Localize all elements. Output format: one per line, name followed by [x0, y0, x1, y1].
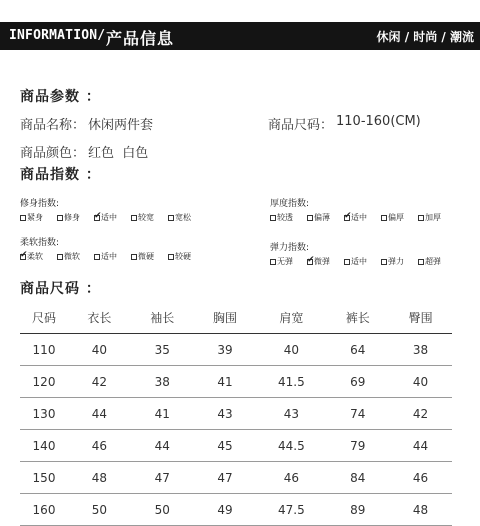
header-tags: 休闲 / 时尚 / 潮流: [376, 30, 474, 44]
index-option-label: 偏厚: [388, 213, 404, 222]
elasticity-index-options: [270, 256, 455, 267]
table-row: [20, 366, 452, 398]
table-cell: 46: [91, 438, 108, 453]
index-option: [307, 256, 344, 267]
table-cell: 84: [350, 470, 366, 485]
table-row: [20, 462, 452, 494]
header-title-en: INFORMATION/: [9, 28, 106, 43]
product-color-label: 商品颜色：: [20, 146, 86, 161]
checked-box-icon: [20, 254, 26, 260]
header-sleeve: 袖长: [150, 311, 175, 325]
fit-index-options: [20, 212, 205, 223]
size-chart-table: [20, 302, 452, 526]
header-pants-length: 裤长: [345, 311, 370, 325]
index-option-label: 弹力: [388, 257, 404, 266]
thickness-index-options: [270, 212, 455, 223]
checkbox-icon: [57, 215, 63, 221]
product-size-label: 商品尺码：: [268, 118, 334, 133]
table-cell: 64: [350, 342, 366, 357]
table-row: [20, 494, 452, 526]
index-option-label: 微弹: [314, 257, 330, 266]
index-option: [381, 212, 418, 223]
table-cell: 44: [91, 406, 108, 421]
index-option-label: 适中: [101, 252, 117, 261]
product-color-value: 红色 白色: [88, 146, 149, 161]
size-chart-title: 商品尺码 ：: [20, 281, 101, 297]
table-cell: 38: [412, 342, 429, 357]
table-cell: 35: [154, 342, 170, 357]
table-cell: 39: [217, 342, 233, 357]
table-cell: 160: [32, 502, 56, 517]
table-cell: 79: [350, 438, 366, 453]
checkbox-icon: [131, 254, 137, 260]
index-option: [381, 256, 418, 267]
table-cell: 46: [283, 470, 300, 485]
index-option-label: 微硬: [138, 252, 154, 261]
info-header-bar: [0, 22, 480, 50]
table-cell: 44: [412, 438, 429, 453]
checkbox-icon: [131, 215, 137, 221]
product-name-label: 商品名称：: [20, 118, 86, 133]
table-cell: 47: [154, 470, 170, 485]
checkbox-icon: [94, 254, 100, 260]
params-section-title: 商品参数 ：: [20, 89, 101, 105]
product-name-value: 休闲两件套: [88, 118, 154, 133]
index-option: [57, 212, 94, 223]
table-cell: 130: [32, 406, 56, 421]
index-option-label: 紧身: [27, 213, 43, 222]
table-cell: 140: [32, 438, 56, 453]
header-chest: 胸围: [213, 311, 238, 325]
table-row: [20, 334, 452, 366]
size-chart-header-row: [20, 302, 452, 334]
table-cell: 50: [154, 502, 170, 517]
index-option: [270, 256, 307, 267]
checked-box-icon: [344, 215, 350, 221]
index-option-label: 加厚: [425, 213, 441, 222]
index-option: [131, 212, 168, 223]
table-cell: 74: [350, 406, 366, 421]
index-option-label: 宽松: [175, 213, 191, 222]
table-cell: 120: [32, 374, 56, 389]
index-option: [418, 212, 455, 223]
product-size-value: 110-160(CM): [336, 114, 421, 129]
table-cell: 40: [412, 374, 429, 389]
header-size: 尺码: [31, 311, 56, 325]
checkbox-icon: [20, 215, 26, 221]
table-cell: 42: [412, 406, 429, 421]
index-option: [57, 251, 94, 262]
index-option-label: 偏薄: [314, 213, 330, 222]
index-option: [270, 212, 307, 223]
checked-box-icon: [94, 215, 100, 221]
checkbox-icon: [418, 215, 424, 221]
table-cell: 43: [217, 406, 233, 421]
table-cell: 45: [217, 438, 233, 453]
index-option-label: 微软: [64, 252, 80, 261]
index-option: [344, 212, 381, 223]
table-cell: 38: [154, 374, 170, 389]
index-option-label: 柔软: [27, 252, 43, 261]
index-option: [307, 212, 344, 223]
index-option: [168, 212, 205, 223]
table-cell: 41: [154, 406, 170, 421]
table-cell: 69: [350, 374, 366, 389]
fit-index-label: 修身指数:: [20, 199, 60, 209]
checkbox-icon: [270, 215, 276, 221]
index-option: [168, 251, 205, 262]
index-option: [94, 212, 131, 223]
index-option: [418, 256, 455, 267]
thickness-index-label: 厚度指数:: [270, 199, 310, 209]
checkbox-icon: [418, 259, 424, 265]
checkbox-icon: [270, 259, 276, 265]
checkbox-icon: [168, 215, 174, 221]
index-option-label: 较硬: [175, 252, 191, 261]
header-shoulder: 肩宽: [279, 311, 304, 325]
table-cell: 49: [217, 502, 233, 517]
table-cell: 48: [412, 502, 429, 517]
table-cell: 150: [32, 470, 56, 485]
index-option: [20, 251, 57, 262]
table-cell: 40: [91, 342, 108, 357]
index-option: [344, 256, 381, 267]
header-hip: 臀围: [408, 311, 433, 325]
checked-box-icon: [307, 259, 313, 265]
index-option-label: 较透: [277, 213, 293, 222]
table-cell: 40: [283, 342, 300, 357]
softness-index-label: 柔软指数:: [20, 238, 60, 248]
elasticity-index-label: 弹力指数:: [270, 243, 310, 253]
table-cell: 44: [154, 438, 170, 453]
softness-index-options: [20, 251, 205, 262]
table-cell: 47: [217, 470, 233, 485]
header-length: 衣长: [87, 311, 112, 325]
table-cell: 110: [32, 342, 56, 357]
table-cell: 43: [283, 406, 300, 421]
checkbox-icon: [307, 215, 313, 221]
index-option: [131, 251, 168, 262]
checkbox-icon: [57, 254, 63, 260]
table-cell: 46: [412, 470, 429, 485]
table-cell: 42: [91, 374, 108, 389]
indices-section-title: 商品指数 ：: [20, 167, 101, 183]
header-title-cn: 产品信息: [106, 29, 175, 48]
index-option-label: 适中: [351, 257, 367, 266]
table-cell: 50: [91, 502, 108, 517]
index-option-label: 超弹: [425, 257, 441, 266]
checkbox-icon: [381, 259, 387, 265]
checkbox-icon: [381, 215, 387, 221]
table-row: [20, 398, 452, 430]
index-option: [94, 251, 131, 262]
checkbox-icon: [344, 259, 350, 265]
table-cell: 44.5: [278, 438, 305, 453]
table-cell: 47.5: [278, 502, 305, 517]
table-cell: 41.5: [278, 374, 305, 389]
index-option-label: 无弹: [277, 257, 293, 266]
table-cell: 48: [91, 470, 108, 485]
table-cell: 41: [217, 374, 233, 389]
checkbox-icon: [168, 254, 174, 260]
index-option-label: 修身: [64, 213, 80, 222]
index-option-label: 适中: [351, 213, 367, 222]
table-row: [20, 430, 452, 462]
table-cell: 89: [350, 502, 366, 517]
index-option-label: 较宽: [138, 213, 154, 222]
index-option-label: 适中: [101, 213, 117, 222]
index-option: [20, 212, 57, 223]
